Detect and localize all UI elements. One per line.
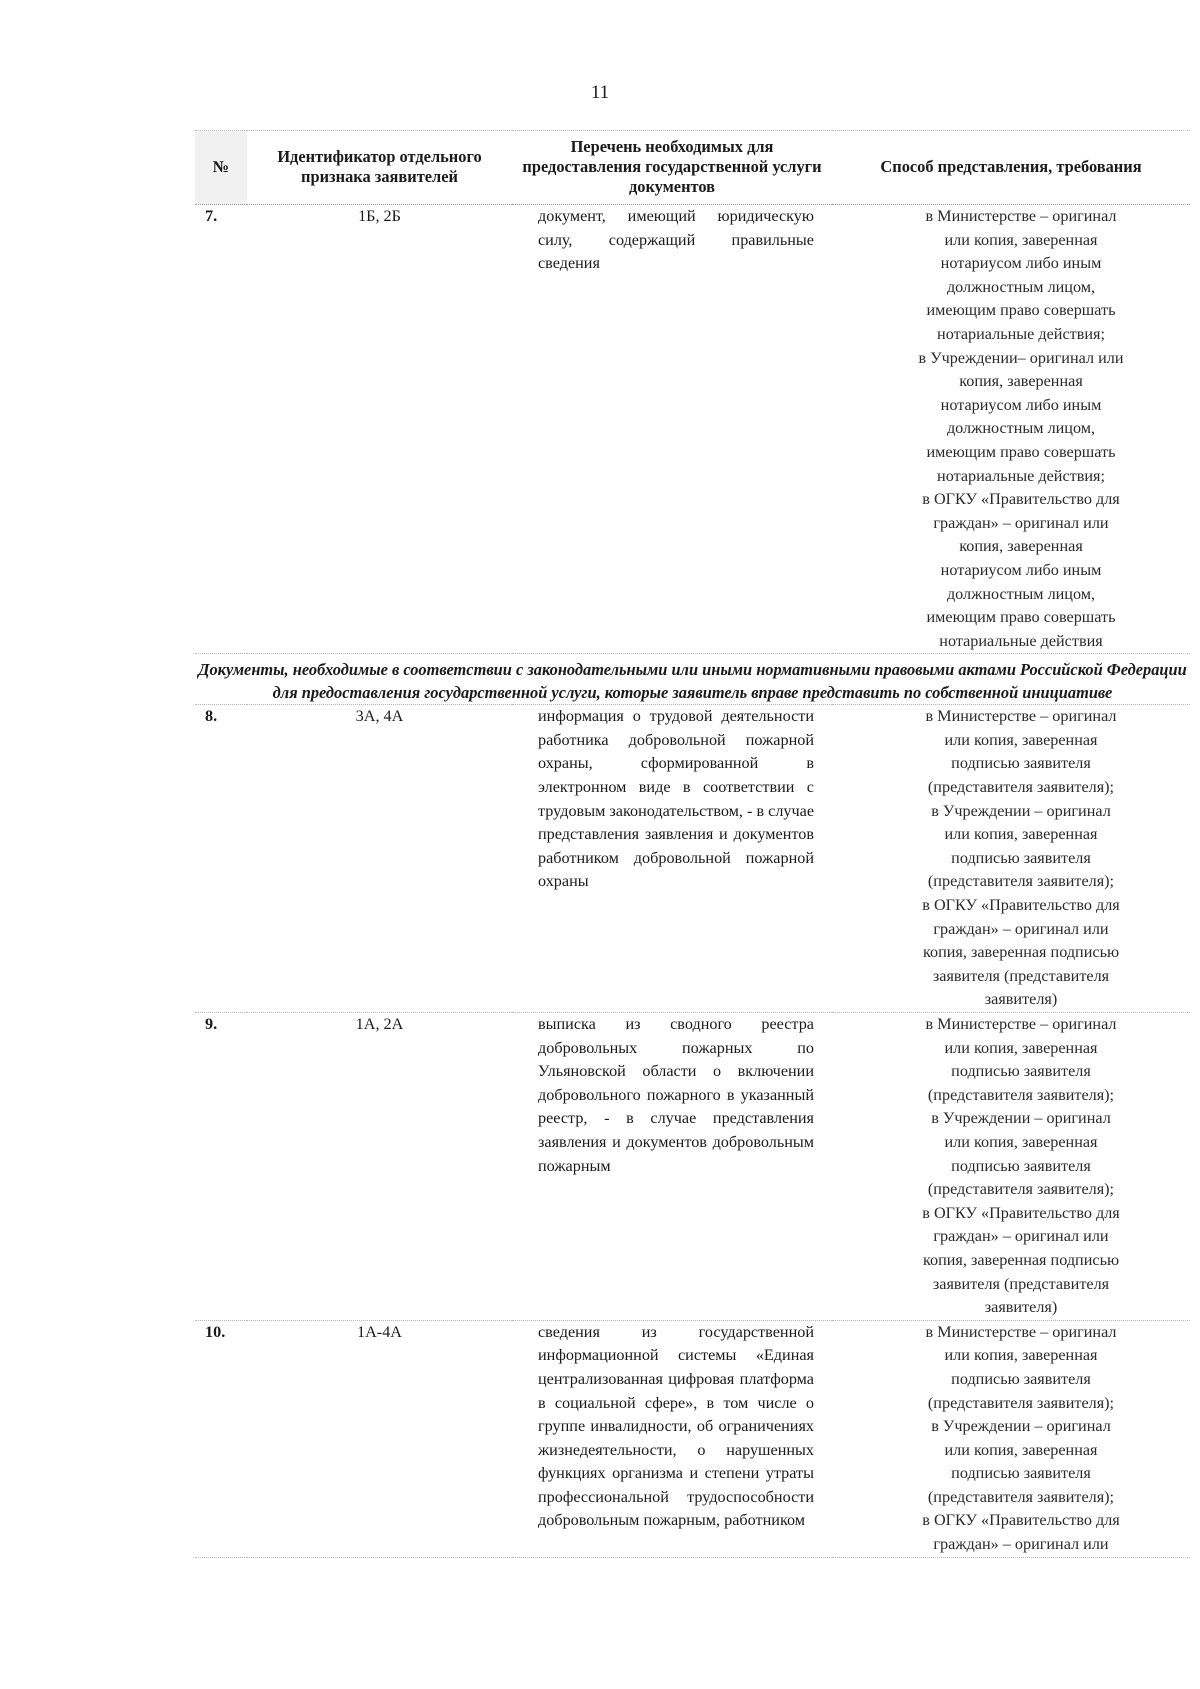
method-line: должностным лицом, xyxy=(946,277,1096,296)
method-line: (представителя заявителя); xyxy=(927,1085,1115,1104)
row-documents: выписка из сводного реестра добровольных пожарных по Ульяновской области о включении добровольного пожарного в указанный реестр, - в случае представления заявления и документов добровольным пожарным xyxy=(512,1013,832,1321)
method-line: в Учреждении – оригинал xyxy=(931,1109,1111,1128)
row-number: 8. xyxy=(195,705,247,1013)
method-line: нотариусом либо иным xyxy=(940,395,1102,414)
method-line: подписью заявителя xyxy=(951,1464,1091,1483)
method-line: нотариусом либо иным xyxy=(940,560,1102,579)
method-line: (представителя заявителя); xyxy=(927,1393,1115,1412)
row-documents: информация о трудовой деятельности работника добровольной пожарной охраны, сформированной в электронном виде в соответствии с трудовым законодательством, - в случае представления заявления и документов работником добровольной пожарной охраны xyxy=(512,705,832,1013)
table-row xyxy=(195,1013,1190,1321)
method-line: в ОГКУ «Правительство для xyxy=(922,1511,1120,1530)
method-line: должностным лицом, xyxy=(946,419,1096,438)
method-line: подписью заявителя xyxy=(951,1369,1091,1388)
row-identifier: 1А, 2А xyxy=(247,1013,512,1321)
header-identifier: Идентификатор отдельного признака заявителей xyxy=(247,131,512,205)
header-number: № xyxy=(195,131,247,205)
method-line: нотариальные действия; xyxy=(937,324,1105,343)
table-row xyxy=(195,705,1190,1013)
row-method xyxy=(832,705,1190,1013)
method-line: в Министерстве – оригинал xyxy=(925,1015,1117,1033)
method-line: (представителя заявителя); xyxy=(927,872,1115,891)
row-identifier: 1А-4А xyxy=(247,1320,512,1557)
method-line: копия, заверенная подписью xyxy=(922,943,1120,962)
table-body xyxy=(195,205,1190,1558)
method-line: заявителя) xyxy=(984,990,1058,1009)
header-method: Способ представления, требования xyxy=(832,131,1190,205)
method-line: в ОГКУ «Правительство для xyxy=(922,1203,1120,1222)
row-documents: документ, имеющий юридическую силу, содержащий правильные сведения xyxy=(512,205,832,654)
method-line: должностным лицом, xyxy=(946,584,1096,603)
row-identifier: 3А, 4А xyxy=(247,705,512,1013)
method-line: заявителя) xyxy=(984,1298,1058,1317)
row-method xyxy=(832,205,1190,654)
method-line: или копия, заверенная xyxy=(944,1440,1098,1459)
method-line: копия, заверенная xyxy=(959,537,1083,556)
table-row xyxy=(195,1320,1190,1557)
method-line: граждан» – оригинал или xyxy=(933,513,1109,532)
header-documents: Перечень необходимых для предоставления государственной услуги документов xyxy=(512,131,832,205)
page-number: 11 xyxy=(590,82,610,103)
method-line: в ОГКУ «Правительство для xyxy=(922,490,1120,509)
method-line: подписью заявителя xyxy=(951,754,1091,773)
method-line: или копия, заверенная xyxy=(944,825,1098,844)
method-line: (представителя заявителя); xyxy=(927,778,1115,797)
section-heading: Документы, необходимые в соответствии с законодательными или иными нормативными правовыми актами Российской Федерации для предоставления государственной услуги, которые заявитель вправе представить по собственной инициативе xyxy=(195,654,1190,705)
method-line: подписью заявителя xyxy=(951,848,1091,867)
method-line: или копия, заверенная xyxy=(944,1132,1098,1151)
method-line: заявителя (представителя xyxy=(932,1274,1110,1293)
method-line: (представителя заявителя); xyxy=(927,1180,1115,1199)
row-number: 10. xyxy=(195,1320,247,1557)
row-method xyxy=(832,1320,1190,1557)
method-line: в Учреждении – оригинал xyxy=(931,801,1111,820)
method-line: или копия, заверенная xyxy=(944,1346,1098,1365)
method-line: нотариальные действия; xyxy=(937,466,1105,485)
method-line: граждан» – оригинал или xyxy=(933,1227,1109,1246)
method-line: в ОГКУ «Правительство для xyxy=(922,896,1120,915)
method-line: копия, заверенная xyxy=(959,372,1083,391)
table-header xyxy=(195,131,1190,205)
table-row xyxy=(195,205,1190,654)
method-line: в Учреждении– оригинал или xyxy=(918,348,1124,367)
method-line: копия, заверенная подписью xyxy=(922,1250,1120,1269)
method-line: или копия, заверенная xyxy=(944,230,1098,249)
method-line: нотариальные действия xyxy=(939,631,1103,650)
row-number: 9. xyxy=(195,1013,247,1321)
row-number: 7. xyxy=(195,205,247,654)
method-line: или копия, заверенная xyxy=(944,1038,1098,1057)
method-line: заявителя (представителя xyxy=(932,966,1110,985)
method-line: в Министерстве – оригинал xyxy=(925,207,1117,225)
method-line: в Учреждении – оригинал xyxy=(931,1417,1111,1436)
method-line: имеющим право совершать xyxy=(926,301,1116,320)
row-documents: сведения из государственной информационной системы «Единая централизованная цифровая платформа в социальной сфере», в том числе о группе инвалидности, об ограничениях жизнедеятельности, о нарушенных функциях организма и степени утраты профессиональной трудоспособности добровольным пожарным, работником xyxy=(512,1320,832,1557)
method-line: граждан» – оригинал или xyxy=(933,1535,1109,1554)
method-line: (представителя заявителя); xyxy=(927,1487,1115,1506)
section-heading-row xyxy=(195,654,1190,705)
method-line: или копия, заверенная xyxy=(944,730,1098,749)
documents-table xyxy=(195,130,1190,1558)
method-line: имеющим право совершать xyxy=(926,442,1116,461)
method-line: граждан» – оригинал или xyxy=(933,919,1109,938)
row-identifier: 1Б, 2Б xyxy=(247,205,512,654)
method-line: подписью заявителя xyxy=(951,1156,1091,1175)
row-method xyxy=(832,1013,1190,1321)
method-line: нотариусом либо иным xyxy=(940,254,1102,273)
method-line: имеющим право совершать xyxy=(926,608,1116,627)
method-line: в Министерстве – оригинал xyxy=(925,707,1117,726)
method-line: подписью заявителя xyxy=(951,1062,1091,1081)
method-line: в Министерстве – оригинал xyxy=(925,1322,1117,1341)
